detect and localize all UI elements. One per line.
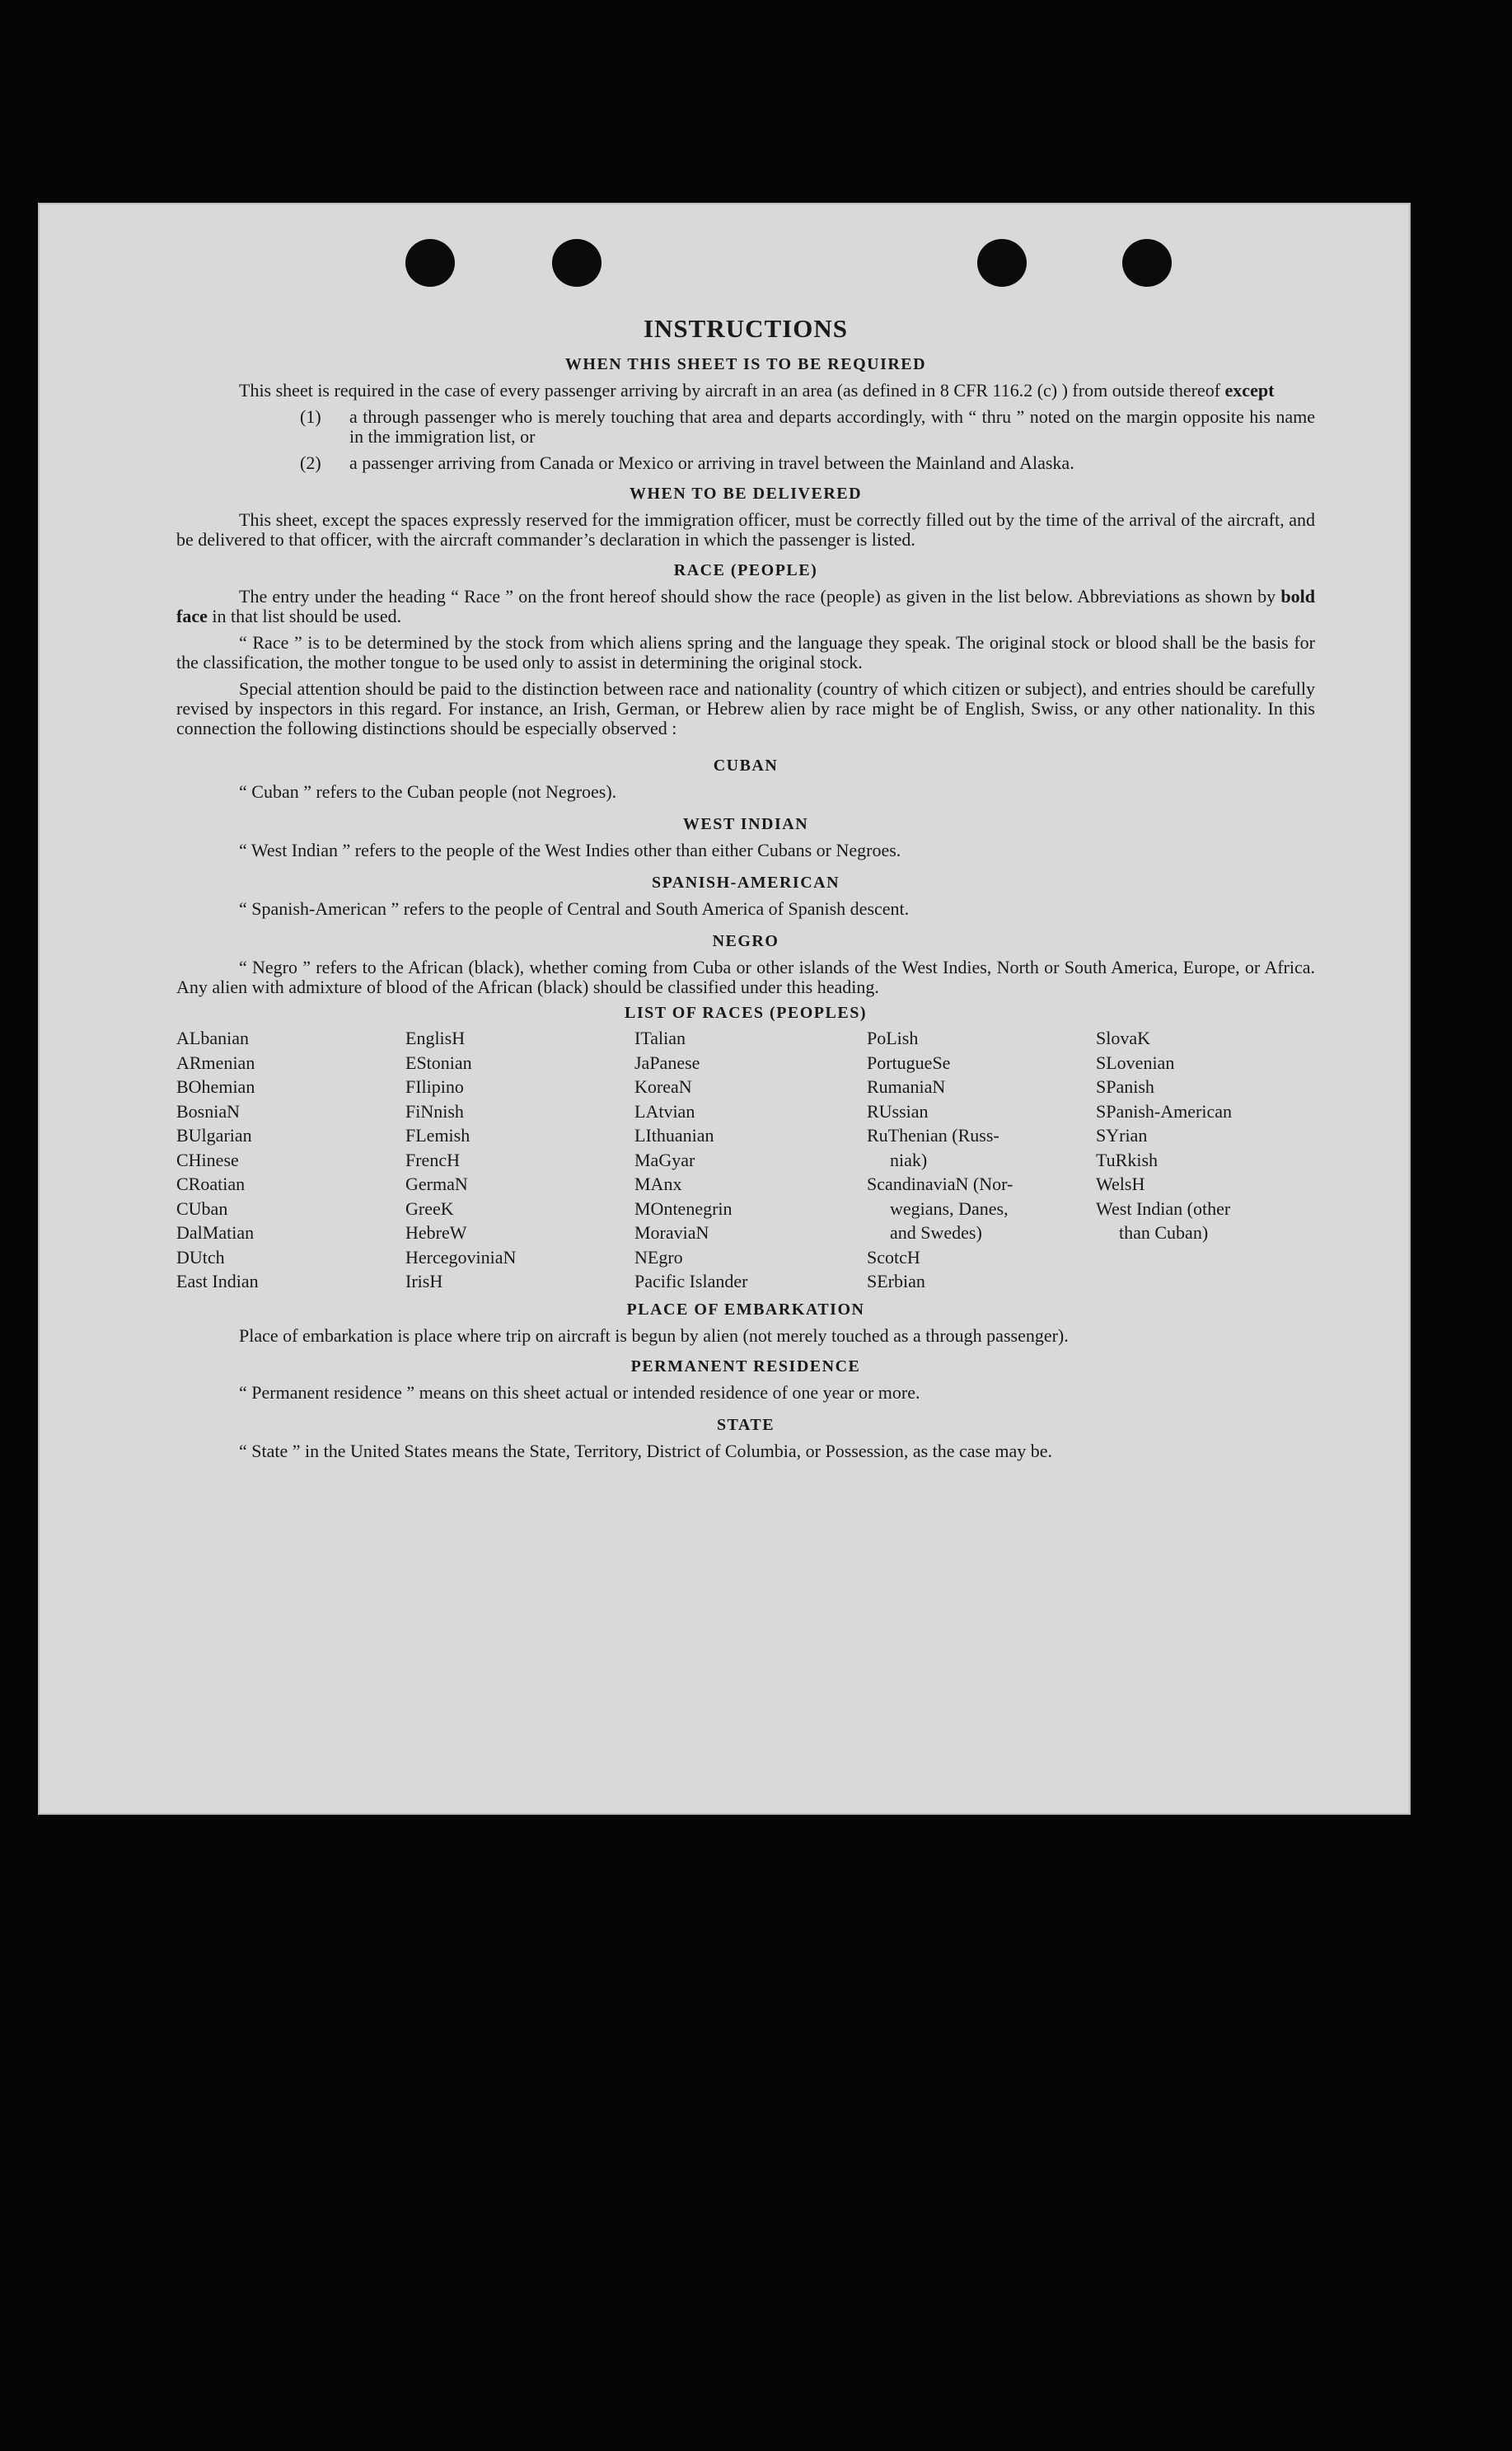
race-entry: RuThenian (Russ-	[867, 1125, 999, 1146]
document-sheet	[38, 203, 1411, 1815]
heading-list-of-races: LIST OF RACES (PEOPLES)	[624, 1004, 867, 1022]
race-entry: SlovaK	[1096, 1028, 1150, 1048]
heading-race: RACE (PEOPLE)	[673, 561, 818, 579]
race-entry: NEgro	[634, 1246, 683, 1268]
race-entry: FLemish	[405, 1125, 470, 1146]
race-entry: TuRkish	[1096, 1149, 1159, 1170]
exception-item-1: (1) a through passenger who is merely touching that area and departs accordingly, with “ thru ” noted on the margin opposite his name in the immigration list, or	[300, 406, 1315, 447]
race-entry: ITalian	[634, 1028, 686, 1048]
exception-item-2: (2) a passenger arriving from Canada or Mexico or arriving in travel between the Mainland and Alaska.	[300, 452, 1074, 473]
race-entry: MoraviaN	[634, 1222, 709, 1243]
race-entry-continued: than Cuban)	[1119, 1222, 1209, 1243]
race-entry: BUlgarian	[176, 1125, 252, 1146]
race-entry: MaGyar	[634, 1149, 695, 1170]
race-paragraph-1: The entry under the heading “ Race ” on the front hereof should show the race (people) as given in the list below. Abbreviations as shown by bold face in that list should be used.	[176, 586, 1316, 626]
heading-when-delivered: WHEN TO BE DELIVERED	[629, 485, 863, 503]
heading-west-indian: WEST INDIAN	[682, 815, 809, 833]
races-column-3	[634, 1026, 867, 1294]
races-column-5	[1096, 1026, 1315, 1294]
race-entry: EnglisH	[405, 1028, 466, 1048]
race-paragraph-3: Special attention should be paid to the distinction between race and nationality (country of which citizen or subject), and entries should be carefully revised by inspectors in this regard. For instance, an Irish, German, or Hebrew alien by race might be of English, Swiss, or any other nationality. In this connection the following distinctions should be especially observed :	[176, 678, 1315, 738]
race-entry: BosniaN	[176, 1100, 240, 1122]
heading-cuban: CUBAN	[713, 757, 779, 775]
race-entry: SPanish-American	[1096, 1100, 1232, 1122]
race-entry: LAtvian	[634, 1100, 695, 1122]
when-required-intro: This sheet is required in the case of every passenger arriving by aircraft in an area (as defined in 8 CFR 116.2 (c) ) from outside thereof except	[239, 380, 1275, 401]
race-entry: RumaniaN	[867, 1076, 946, 1097]
race-entry: IrisH	[405, 1271, 443, 1291]
race-entry: ScandinaviaN (Nor-	[867, 1174, 1013, 1194]
race-entry: SErbian	[867, 1271, 925, 1291]
races-column-2	[405, 1026, 634, 1294]
race-entry: MOntenegrin	[634, 1197, 733, 1219]
instructions-content	[176, 314, 1315, 1468]
spanish-american-definition: “ Spanish-American ” refers to the people of Central and South America of Spanish descent.	[239, 898, 910, 919]
race-entry-continued: niak)	[890, 1149, 928, 1170]
race-entry: SPanish	[1096, 1076, 1154, 1097]
race-entry: KoreaN	[634, 1076, 692, 1097]
race-entry: WelsH	[1096, 1174, 1145, 1194]
race-entry: CHinese	[176, 1149, 239, 1170]
race-entry: RUssian	[867, 1100, 929, 1122]
race-entry: ALbanian	[176, 1028, 249, 1048]
race-entry: HebreW	[405, 1222, 467, 1243]
heading-embarkation: PLACE OF EMBARKATION	[626, 1300, 865, 1319]
race-entry: FiNnish	[405, 1100, 464, 1122]
heading-state: STATE	[716, 1415, 775, 1434]
when-delivered-text: This sheet, except the spaces expressly reserved for the immigration officer, must be correctly filled out by the time of the arrival of the aircraft, and be delivered to that officer, with the aircraft commander’s declaration in which the passenger is listed.	[176, 509, 1315, 550]
race-entry: ScotcH	[867, 1246, 920, 1268]
race-entry: DUtch	[176, 1246, 225, 1268]
punch-hole-4	[1122, 239, 1172, 287]
race-entry: CUban	[176, 1197, 228, 1219]
race-entry: FrencH	[405, 1149, 460, 1170]
race-entry: West Indian (other	[1096, 1197, 1231, 1219]
race-entry: Pacific Islander	[634, 1271, 748, 1291]
race-entry: GreeK	[405, 1197, 454, 1219]
heading-permanent-residence: PERMANENT RESIDENCE	[630, 1357, 861, 1375]
race-paragraph-2: “ Race ” is to be determined by the stock from which aliens spring and the language they speak. The original stock or blood shall be the basis for the classification, the mother tongue to be used only to assist in determining the original stock.	[176, 632, 1315, 673]
heading-negro: NEGRO	[712, 932, 779, 950]
races-list	[176, 1026, 1315, 1294]
heading-when-required: WHEN THIS SHEET IS TO BE REQUIRED	[564, 355, 927, 373]
residence-definition: “ Permanent residence ” means on this sheet actual or intended residence of one year or more.	[239, 1381, 920, 1403]
race-entry: SLovenian	[1096, 1052, 1175, 1073]
embarkation-definition: Place of embarkation is place where trip on aircraft is begun by alien (not merely touched as a through passenger).	[239, 1324, 1069, 1346]
cuban-definition: “ Cuban ” refers to the Cuban people (not Negroes).	[239, 781, 617, 802]
race-entry: GermaN	[405, 1174, 468, 1194]
race-entry: HercegoviniaN	[405, 1246, 517, 1268]
west-indian-definition: “ West Indian ” refers to the people of the West Indies other than either Cubans or Negroes.	[239, 840, 901, 860]
punch-hole-3	[977, 239, 1027, 287]
race-entry: East Indian	[176, 1271, 259, 1291]
negro-definition: “ Negro ” refers to the African (black), whether coming from Cuba or other islands of the West Indies, North or South America, Europe, or Africa. Any alien with admixture of blood of the African (black) should be classified under this heading.	[176, 957, 1315, 997]
race-entry: MAnx	[634, 1174, 682, 1194]
race-entry: JaPanese	[634, 1052, 700, 1073]
heading-spanish-american: SPANISH-AMERICAN	[651, 874, 840, 892]
races-column-4	[867, 1026, 1096, 1294]
race-entry: ARmenian	[176, 1052, 255, 1073]
race-entry: LIthuanian	[634, 1125, 714, 1146]
race-entry: CRoatian	[176, 1174, 246, 1194]
race-entry-continued: and Swedes)	[890, 1222, 982, 1243]
race-entry: PoLish	[867, 1028, 919, 1048]
race-entry: DalMatian	[176, 1222, 255, 1243]
state-definition: “ State ” in the United States means the State, Territory, District of Columbia, or Possession, as the case may be.	[239, 1440, 1053, 1461]
race-entry: BOhemian	[176, 1076, 255, 1097]
race-entry: PortugueSe	[867, 1052, 951, 1073]
race-entry: FIlipino	[405, 1076, 464, 1097]
page-title: INSTRUCTIONS	[643, 314, 848, 343]
races-column-1	[176, 1026, 405, 1294]
race-entry-continued: wegians, Danes,	[890, 1197, 1009, 1219]
race-entry: EStonian	[405, 1052, 472, 1073]
punch-hole-1	[405, 239, 455, 287]
punch-hole-2	[552, 239, 602, 287]
race-entry: SYrian	[1096, 1125, 1148, 1146]
